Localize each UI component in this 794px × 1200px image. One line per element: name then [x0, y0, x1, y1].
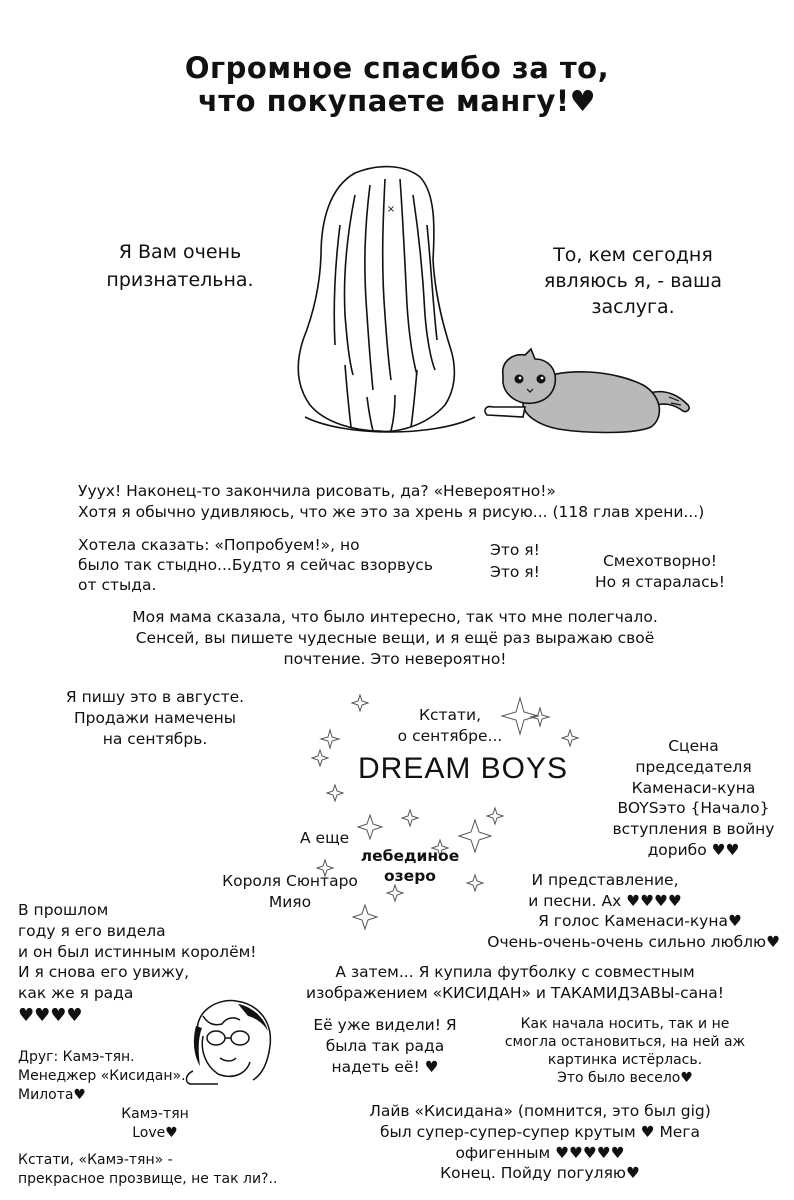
text-line: о сентябре...: [397, 726, 503, 745]
cat-illustration: [483, 345, 698, 440]
note-line: То, кем сегодня: [553, 244, 713, 266]
wearing-note: [485, 1016, 765, 1086]
note-line: признательна.: [106, 268, 254, 291]
live-note: [320, 1103, 760, 1183]
text-line: как же я рада: [18, 984, 134, 1003]
text-line: Менеджер «Кисидан».: [18, 1068, 186, 1085]
its-me-note: [490, 542, 540, 582]
dream-boys-title: DREAM BOYS: [358, 752, 569, 785]
nickname-note: [18, 1152, 277, 1187]
text-line: от стыда.: [78, 575, 157, 594]
text-line: Её уже видели! Я: [313, 1016, 457, 1034]
text-line: BOYSэто {Начало}: [617, 799, 770, 818]
text-line: Камэ-тян: [121, 1106, 189, 1122]
text-line: Love♥: [132, 1125, 178, 1142]
text-line: Сцена: [668, 737, 719, 755]
page-title: [157, 52, 637, 119]
text-line: было так стыдно...Будто я сейчас взорвусь: [78, 555, 433, 574]
august-note: [30, 689, 280, 748]
text-line: Милота♥: [18, 1087, 86, 1104]
text-line: Это было весело♥: [557, 1070, 693, 1087]
text-line: Мияо: [268, 892, 312, 911]
text-line: Очень-очень-очень сильно люблю♥: [487, 932, 780, 951]
text-line: и он был истинным королём!: [18, 942, 257, 961]
friend-note: [18, 1049, 186, 1103]
thanks-note: [80, 242, 280, 292]
text-line: Я пишу это в августе.: [65, 688, 245, 706]
text-line: А затем... Я купила футболку с совместным: [335, 963, 695, 981]
girl-illustration: [285, 165, 495, 440]
text-line: Ууух! Наконец-то закончила рисовать, да? «Невероятно!»: [78, 482, 556, 500]
text-line: Но я старалась!: [595, 572, 725, 591]
finished-paragraph: [78, 483, 704, 522]
and-also-note: А еще: [300, 829, 350, 847]
text-line: дорибо ♥♥: [647, 841, 740, 860]
september-note: [390, 707, 510, 746]
text-line: Каменаси-куна: [631, 778, 756, 797]
scene-note: [606, 738, 781, 860]
seen-note: [305, 1017, 465, 1076]
text-line: на сентябрь.: [102, 729, 208, 748]
text-line: прекрасное прозвище, не так ли?..: [18, 1171, 278, 1188]
text-line: Конец. Пойду погуляю♥: [440, 1164, 640, 1183]
text-line: Как начала носить, так и не: [520, 1016, 730, 1032]
note-line: заслуга.: [591, 295, 675, 318]
text-line: Короля Сюнтаро: [222, 872, 358, 890]
text-line: Хотя я обычно удивляюсь, что же это за хрень я рисую... (118 глав хрени...): [78, 502, 705, 521]
text-line: Кстати,: [418, 706, 482, 724]
text-line: Хотела сказать: «Попробуем!», но: [78, 536, 360, 554]
title-line: Огромное спасибо за то,: [184, 51, 610, 85]
text-line: Продажи намечены: [73, 708, 237, 727]
voice-note: [460, 913, 780, 952]
text-line: Я голос Каменаси-куна♥: [538, 912, 742, 930]
text-line: году я его видела: [18, 921, 166, 940]
tshirt-note: [280, 964, 750, 1003]
text-line: озеро: [384, 866, 436, 885]
text-line: И представление,: [531, 871, 679, 889]
text-line: и песни. Ах ♥♥♥♥: [528, 891, 682, 910]
mom-paragraph: [40, 609, 750, 668]
text-line: Это я!: [490, 562, 540, 581]
text-line: И я снова его увижу,: [18, 963, 190, 982]
kame-love-note: [95, 1106, 215, 1141]
note-line: Я Вам очень: [118, 241, 242, 263]
title-line: что покупаете мангу!♥: [197, 84, 597, 119]
text-line: почтение. Это невероятно!: [283, 649, 507, 668]
note-line: являюсь я, - ваша: [543, 269, 723, 292]
performance-note: [490, 872, 720, 911]
text-line: надеть её! ♥: [331, 1057, 439, 1076]
text-line: Лайв «Кисидана» (помнится, это был gig): [369, 1102, 711, 1120]
text-line: картинка истёрлась.: [547, 1052, 703, 1069]
text-line: Кстати, «Камэ-тян» -: [18, 1152, 173, 1168]
text-line: Друг: Камэ-тян.: [18, 1049, 135, 1065]
text-line: Моя мама сказала, что было интересно, так что мне полегчало.: [132, 608, 658, 626]
text-line: Сенсей, вы пишете чудесные вещи, и я ещё раз выражаю своё: [135, 628, 655, 647]
ridiculous-note: [570, 553, 750, 592]
text-line: был супер-супер-супер крутым ♥ Мега: [380, 1122, 700, 1141]
text-line: вступления в войну: [612, 820, 775, 839]
text-line: Смехотворно!: [602, 552, 718, 570]
swan-lake-note: [355, 848, 465, 886]
text-line: лебединое: [360, 847, 460, 865]
text-line: В прошлом: [18, 901, 109, 919]
text-line: председателя: [635, 757, 752, 776]
text-line: Это я!: [490, 541, 540, 559]
text-line: была так рада: [325, 1036, 445, 1055]
friend-portrait: [178, 996, 283, 1086]
credit-note: [508, 245, 758, 319]
text-line: офигенным ♥♥♥♥♥: [455, 1143, 625, 1162]
text-line: ♥♥♥♥: [18, 1005, 83, 1027]
svg-text:×: ×: [386, 204, 396, 215]
text-line: изображением «КИСИДАН» и ТАКАМИДЗАВЫ-сана!: [306, 983, 724, 1002]
shy-paragraph: [78, 537, 433, 594]
text-line: смогла остановиться, на ней аж: [504, 1034, 746, 1051]
